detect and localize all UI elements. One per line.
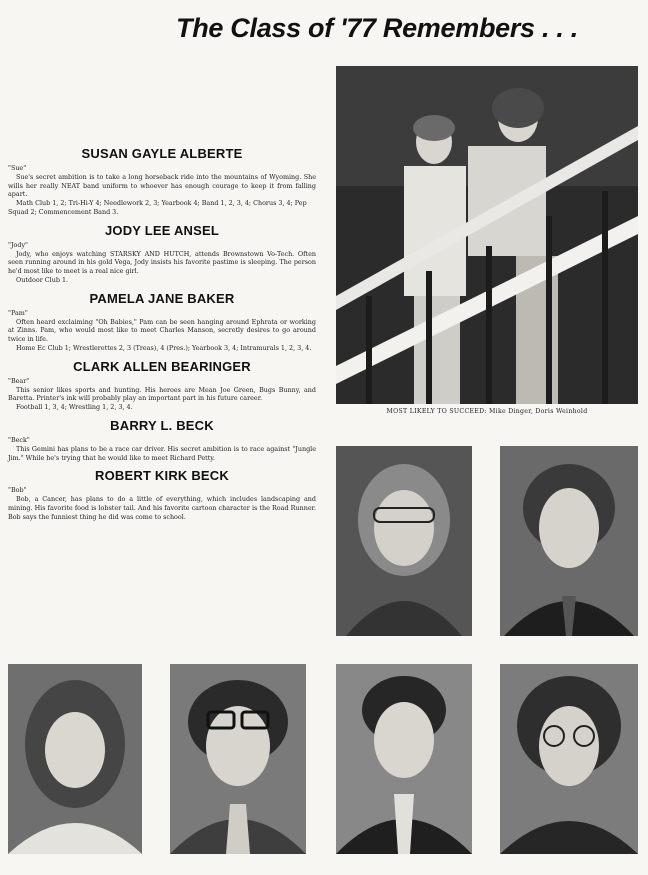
bio-nickname: "Pam"	[8, 308, 28, 317]
bio-nickname: "Bear"	[8, 376, 30, 385]
bio-entry	[8, 418, 316, 462]
bio-text: Bob, a Cancer, has plans to do a little of everything, which includes landscaping and mining. His favorite food is lobster tail. And his favorite cartoon character is the Road Runner. Bob says the funniest thing he did was come to school.	[8, 495, 316, 521]
portrait-icon	[336, 664, 472, 854]
senior-bios	[8, 146, 316, 528]
portrait-photo	[336, 664, 472, 854]
portrait-photo	[336, 446, 472, 636]
bio-nickname: "Beck"	[8, 435, 30, 444]
candid-photo	[336, 66, 638, 404]
portrait-icon	[500, 664, 638, 854]
staircase-photo-icon	[336, 66, 638, 404]
portrait-icon	[336, 446, 472, 636]
bio-name: JODY LEE ANSEL	[104, 222, 220, 238]
portrait-photo	[500, 664, 638, 854]
portrait-icon	[8, 664, 142, 854]
portrait-photo	[500, 446, 638, 636]
bio-name: ROBERT KIRK BECK	[95, 468, 229, 484]
bio-nickname: "Sue"	[8, 164, 27, 172]
bio-text: Jody, who enjoys watching STARSKY AND HUTCH, attends Brownstown Vo-Tech. Often seen running around in his gold Vega, Jody insists his favorite pastime is sleeping. The person he'd most like to meet is a real nice girl.	[8, 249, 316, 276]
bio-text: This senior likes sports and hunting. His heroes are Mean Joe Green, Bugs Bunny, and Baretta. Printer's ink will probably play an important part in his future career.	[8, 385, 316, 403]
portrait-photo	[8, 664, 142, 854]
bio-entry	[8, 223, 316, 285]
bio-text: Sue's secret ambition is to take a long horseback ride into the mountains of Wyoming. She wills her really NEAT band uniform to whoever has enough courage to keep it from falling apart.	[8, 172, 316, 199]
portrait-photo	[170, 664, 306, 854]
bio-name: CLARK ALLEN BEARINGER	[73, 358, 251, 374]
bio-nickname: "Bob"	[8, 486, 27, 495]
bio-name: BARRY L. BECK	[110, 417, 214, 433]
bio-activities: Math Club 1, 2; Tri-Hi-Y 4; Needlework 2, 3; Yearbook 4; Band 1, 2, 3, 4; Chorus 3, 4; Pep Squad 2; Commencement Band 3.	[8, 199, 307, 216]
bio-activities: Home Ec Club 1; Wrestlerettes 2, 3 (Treas), 4 (Pres.); Yearbook 3, 4; Intramurals 1, 2, 3, 4.	[16, 343, 312, 352]
portrait-icon	[170, 664, 306, 854]
bio-text: This Gemini has plans to be a race car driver. His secret ambition is to race against "Jungle Jim." While he's trying that he would like to meet Richard Petty.	[8, 444, 316, 462]
bio-name: PAMELA JANE BAKER	[89, 290, 235, 306]
bio-entry	[8, 468, 316, 521]
portrait-icon	[500, 446, 638, 636]
bio-entry	[8, 146, 316, 217]
bio-activities: Football 1, 3, 4; Wrestling 1, 2, 3, 4.	[16, 403, 133, 412]
bio-text: Often heard exclaiming "Oh Babies," Pam can be seen hanging around Ephrata or working at Zinns. Pam, who would most like to meet Charles Manson, secretly desires to go around twice in life.	[8, 317, 316, 344]
bio-nickname: "Jody"	[8, 240, 28, 249]
bio-entry	[8, 359, 316, 412]
bio-name: SUSAN GAYLE ALBERTE	[81, 146, 243, 161]
bio-entry	[8, 291, 316, 353]
bio-activities: Outdoor Club 1.	[16, 275, 69, 284]
page-headline: The Class of '77 Remembers . . .	[176, 13, 578, 43]
photo-caption: MOST LIKELY TO SUCCEED: Mike Dinger, Doris Weinhold	[386, 408, 588, 415]
